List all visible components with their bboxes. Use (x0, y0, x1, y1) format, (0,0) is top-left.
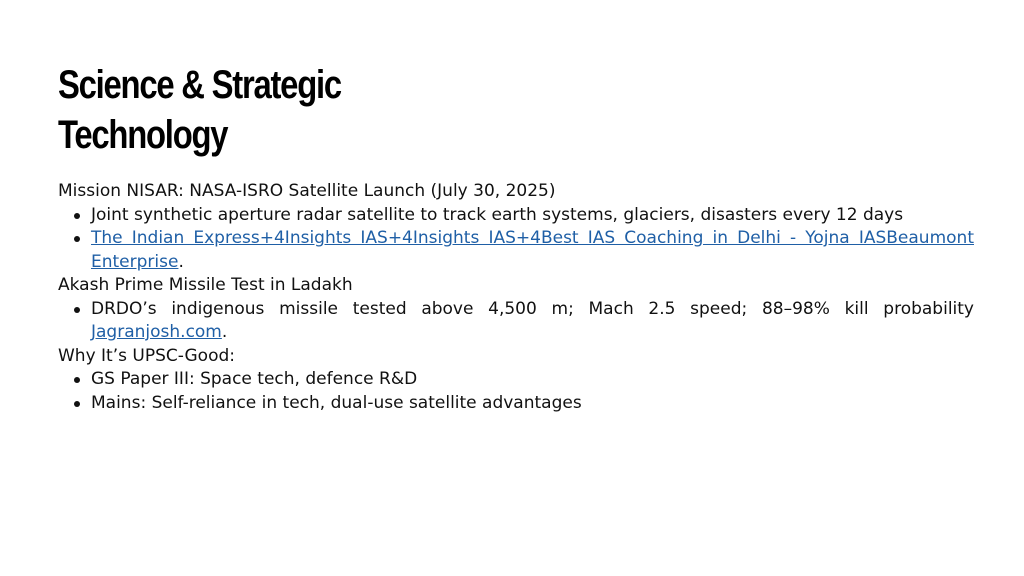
akash-heading: Akash Prime Missile Test in Ladakh (58, 275, 353, 295)
upsc-bullet-gs-paper: GS Paper III: Space tech, defence R&D (91, 368, 974, 392)
upsc-bullet-mains: Mains: Self-reliance in tech, dual-use satellite advantages (91, 392, 974, 416)
upsc-bullet-list (58, 368, 974, 415)
slide-title-line-2: Technology (58, 113, 228, 157)
akash-bullet-description (91, 298, 974, 345)
slide-title-line-1: Science & Strategic (58, 63, 341, 107)
akash-bullet-list (58, 298, 974, 345)
nisar-bullet-sources (91, 227, 974, 274)
nisar-sources-suffix: . (178, 251, 184, 272)
jagranjosh-link[interactable]: Jagranjosh.com (91, 322, 222, 342)
nisar-bullet-list (58, 204, 974, 275)
slide-body (58, 180, 974, 415)
nisar-heading: Mission NISAR: NASA-ISRO Satellite Launch (July 30, 2025) (58, 181, 556, 201)
upsc-heading: Why It’s UPSC-Good: (58, 345, 235, 366)
slide-title (58, 60, 517, 160)
nisar-bullet-description: Joint synthetic aperture radar satellite to track earth systems, glaciers, disasters every 12 days (91, 204, 974, 228)
akash-bullet-suffix: . (221, 322, 228, 342)
akash-bullet-text: DRDO’s indigenous missile tested above 4,500 m; Mach 2.5 speed; 88–98% kill probability (91, 298, 974, 319)
nisar-sources-link[interactable]: The Indian Express+4Insights IAS+4Insights IAS+4Best IAS Coaching in Delhi - Yojna IASBeaumont Enterprise (91, 228, 974, 272)
